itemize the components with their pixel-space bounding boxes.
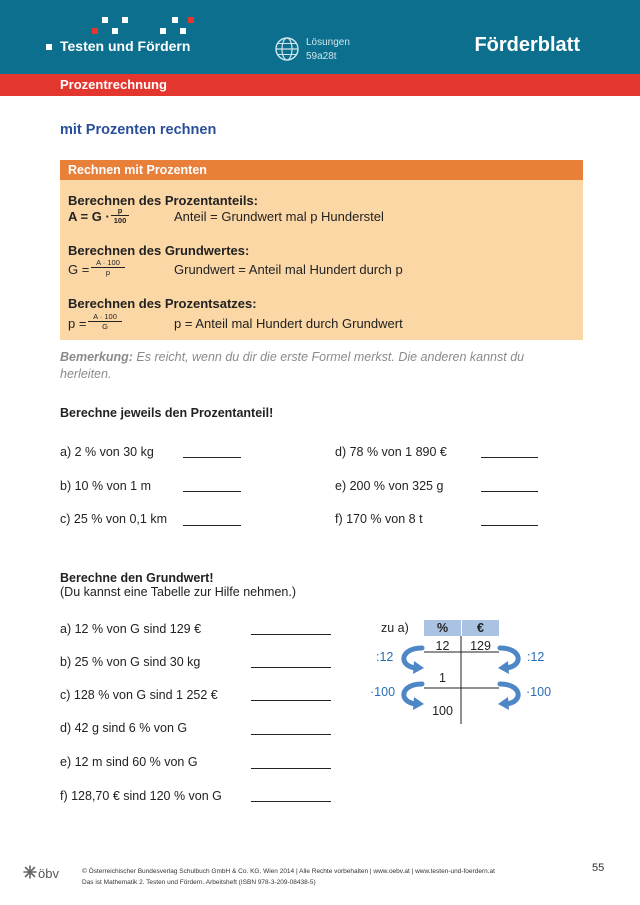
answer-line-2b[interactable] — [251, 667, 331, 668]
fraction-numerator: A · 100 — [88, 312, 122, 322]
task-1c: c) 25 % von 0,1 km — [60, 512, 167, 526]
task-1e: e) 200 % von 325 g — [335, 479, 444, 493]
answer-line-1a[interactable] — [183, 457, 241, 458]
formula-box-heading: Rechnen mit Prozenten — [68, 163, 207, 177]
task-2c: c) 128 % von G sind 1 252 € — [60, 688, 218, 702]
operation-left-mul: ·100 — [370, 685, 396, 699]
formula-lhs-grundwert: G = — [68, 262, 90, 277]
answer-line-2e[interactable] — [251, 768, 331, 769]
section2-hint: (Du kannst eine Tabelle zur Hilfe nehmen.) — [60, 585, 297, 599]
formula-text-prozentsatz: p = Anteil mal Hundert durch Grundwert — [174, 316, 403, 331]
brand-name: Testen und Fördern — [60, 38, 191, 54]
fraction-prozentsatz — [88, 312, 122, 331]
answer-line-1c[interactable] — [183, 525, 241, 526]
loesungen-code[interactable]: 59a28t — [306, 51, 337, 62]
table-label: zu a) — [381, 621, 409, 635]
formula-title-anteil: Berechnen des Prozentanteils: — [68, 193, 258, 208]
task-2e: e) 12 m sind 60 % von G — [60, 755, 198, 769]
operation-right-mul: ·100 — [526, 685, 552, 699]
table-cell-euro-1: 129 — [470, 639, 491, 653]
answer-line-1b[interactable] — [183, 491, 241, 492]
remark-text: Es reicht, wenn du dir die erste Formel merkst. Die anderen kannst du herleiten. — [60, 350, 525, 381]
fraction-anteil — [111, 206, 129, 225]
fraction-numerator: p — [111, 206, 129, 216]
table-cell-percent-1: 12 — [435, 639, 450, 653]
brand-dot — [46, 44, 52, 50]
footer-copyright: © Österreichischer Bundesverlag Schulbuch GmbH & Co. KG, Wien 2014 | Alle Rechte vorbehalten | www.oebv.at | www.testen-und-foerdern.at — [82, 868, 495, 875]
formula-text-anteil: Anteil = Grundwert mal p Hunderstel — [174, 209, 384, 224]
table-cell-percent-3: 100 — [432, 704, 453, 718]
task-2a: a) 12 % von G sind 129 € — [60, 622, 202, 636]
answer-line-2d[interactable] — [251, 734, 331, 735]
loesungen-label[interactable]: Lösungen — [306, 37, 350, 48]
answer-line-1f[interactable] — [481, 525, 538, 526]
answer-line-2a[interactable] — [251, 634, 331, 635]
arrow-right-div-icon — [496, 644, 530, 678]
arrow-left-div-icon — [392, 644, 426, 678]
remark — [60, 349, 560, 383]
fraction-denominator: p — [105, 268, 111, 277]
footer-isbn: Das ist Mathematik 2. Testen und Fördern. Arbeitsheft (ISBN 978-3-209-08438-5) — [82, 879, 316, 886]
section2-heading: Berechne den Grundwert! — [60, 571, 214, 585]
formula-lhs-anteil: A = G · — [68, 209, 110, 224]
fraction-numerator: A · 100 — [91, 258, 125, 268]
answer-line-2f[interactable] — [251, 801, 331, 802]
table-header-percent: % — [424, 620, 461, 636]
task-2f: f) 128,70 € sind 120 % von G — [60, 789, 222, 803]
answer-line-1e[interactable] — [481, 491, 538, 492]
task-2d: d) 42 g sind 6 % von G — [60, 721, 188, 735]
publisher-logo: öbv — [38, 866, 59, 881]
answer-line-2c[interactable] — [251, 700, 331, 701]
arrow-right-mul-icon — [496, 680, 530, 714]
task-1f: f) 170 % von 8 t — [335, 512, 423, 526]
formula-title-prozentsatz: Berechnen des Prozentsatzes: — [68, 296, 257, 311]
formula-text-grundwert: Grundwert = Anteil mal Hundert durch p — [174, 262, 403, 277]
section-title: Prozentrechnung — [60, 77, 167, 92]
task-2b: b) 25 % von G sind 30 kg — [60, 655, 201, 669]
answer-line-1d[interactable] — [481, 457, 538, 458]
task-1a: a) 2 % von 30 kg — [60, 445, 154, 459]
topic-title: mit Prozenten rechnen — [60, 122, 217, 138]
fraction-grundwert — [91, 258, 125, 277]
publisher-star-icon — [22, 864, 38, 880]
table-cell-percent-2: 1 — [439, 671, 446, 685]
page-number: 55 — [592, 862, 605, 874]
formula-title-grundwert: Berechnen des Grundwertes: — [68, 243, 250, 258]
formula-lhs-prozentsatz: p = — [68, 316, 87, 331]
fraction-denominator: 100 — [113, 216, 127, 225]
page-title: Förderblatt — [474, 34, 580, 56]
table-header-euro: € — [462, 620, 499, 636]
task-1d: d) 78 % von 1 890 € — [335, 445, 447, 459]
section1-heading: Berechne jeweils den Prozentanteil! — [60, 406, 274, 420]
fraction-denominator: G — [102, 322, 108, 331]
operation-right-div: :12 — [527, 650, 545, 664]
remark-label: Bemerkung: — [60, 350, 133, 364]
operation-left-div: :12 — [376, 650, 394, 664]
globe-icon[interactable] — [274, 36, 300, 62]
arrow-left-mul-icon — [392, 680, 426, 714]
task-1b: b) 10 % von 1 m — [60, 479, 152, 493]
